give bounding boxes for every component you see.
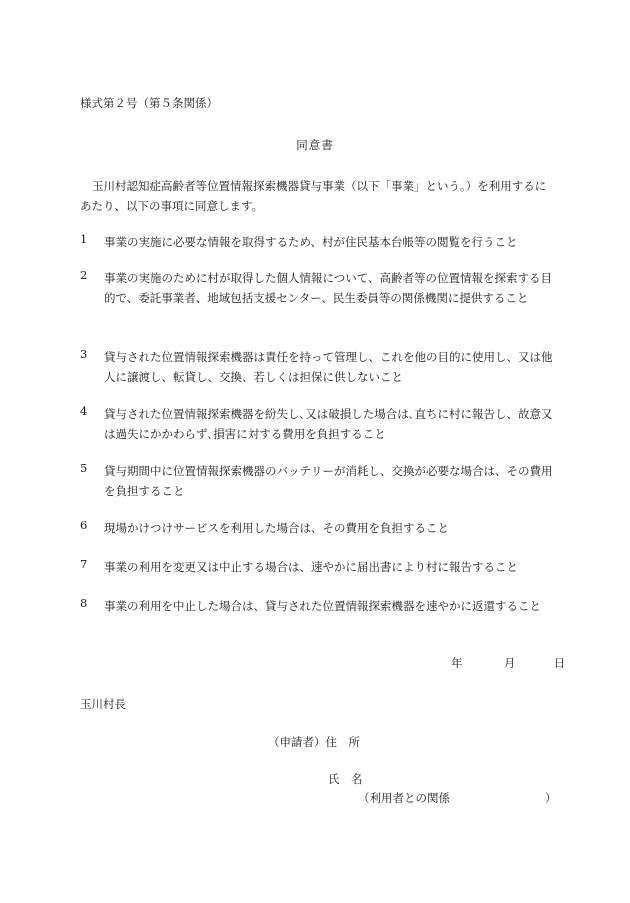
form-number: 様式第２号（第５条関係） bbox=[80, 96, 218, 110]
item-number: 4 bbox=[80, 404, 88, 418]
item-text: 事業の利用を中止した場合は、貸与された位置情報探索機器を速やかに返還すること bbox=[104, 599, 541, 613]
item-number: 3 bbox=[80, 347, 88, 361]
item-text: 貸与された位置情報探索機器は責任を持って管理し、これを他の目的に使用し、又は他人に譲渡し、転貸し、交換、若しくは担保に供しないこと bbox=[104, 350, 553, 384]
item-number: 5 bbox=[80, 461, 88, 475]
date-month: 月 bbox=[503, 656, 516, 670]
consent-item-4 bbox=[80, 404, 555, 444]
relationship-line bbox=[358, 790, 557, 806]
consent-item-1 bbox=[80, 232, 555, 252]
consent-item-8 bbox=[80, 596, 555, 616]
intro-paragraph: 玉川村認知症高齢者等位置情報探索機器貸与事業（以下「事業」という。）を利用するにあたり、以下の事項に同意します。 bbox=[80, 179, 547, 213]
relationship-open: （利用者との関係 bbox=[358, 791, 450, 805]
consent-item-3 bbox=[80, 347, 555, 387]
date-year: 年 bbox=[451, 656, 463, 670]
item-text: 事業の利用を変更又は中止する場合は、速やかに届出書により村に報告すること bbox=[104, 560, 518, 574]
item-text: 事業の実施に必要な情報を取得するため、村が住民基本台帳等の閲覧を行うこと bbox=[104, 235, 518, 249]
consent-item-6 bbox=[80, 518, 555, 538]
applicant-address-label: （申請者）住 所 bbox=[268, 735, 360, 749]
relationship-close: ） bbox=[545, 791, 557, 805]
item-text: 現場かけつけサービスを利用した場合は、その費用を負担すること bbox=[104, 521, 449, 535]
item-number: 1 bbox=[80, 232, 88, 246]
consent-item-2 bbox=[80, 268, 555, 308]
item-number: 8 bbox=[80, 596, 88, 610]
date-day: 日 bbox=[553, 656, 566, 670]
item-number: 2 bbox=[80, 268, 88, 282]
item-text: 貸与された位置情報探索機器を紛失し､又は破損した場合は､直ちに村に報告し、故意又は過失にかかわらず､損害に対する費用を負担すること bbox=[104, 407, 553, 441]
consent-item-7 bbox=[80, 557, 555, 577]
date-line bbox=[451, 655, 565, 671]
addressee: 玉川村長 bbox=[80, 697, 126, 711]
item-number: 7 bbox=[80, 557, 88, 571]
item-text: 貸与期間中に位置情報探索機器のバッテリーが消耗し、交換が必要な場合は、その費用を負担すること bbox=[104, 464, 553, 498]
consent-item-5 bbox=[80, 461, 555, 501]
document-title: 同意書 bbox=[296, 138, 334, 152]
item-text: 事業の実施のために村が取得した個人情報について、高齢者等の位置情報を探索する目的で、委託事業者、地域包括支援センター、民生委員等の関係機関に提供すること bbox=[104, 271, 553, 305]
item-number: 6 bbox=[80, 518, 88, 532]
applicant-name-label: 氏 名 bbox=[328, 772, 363, 786]
